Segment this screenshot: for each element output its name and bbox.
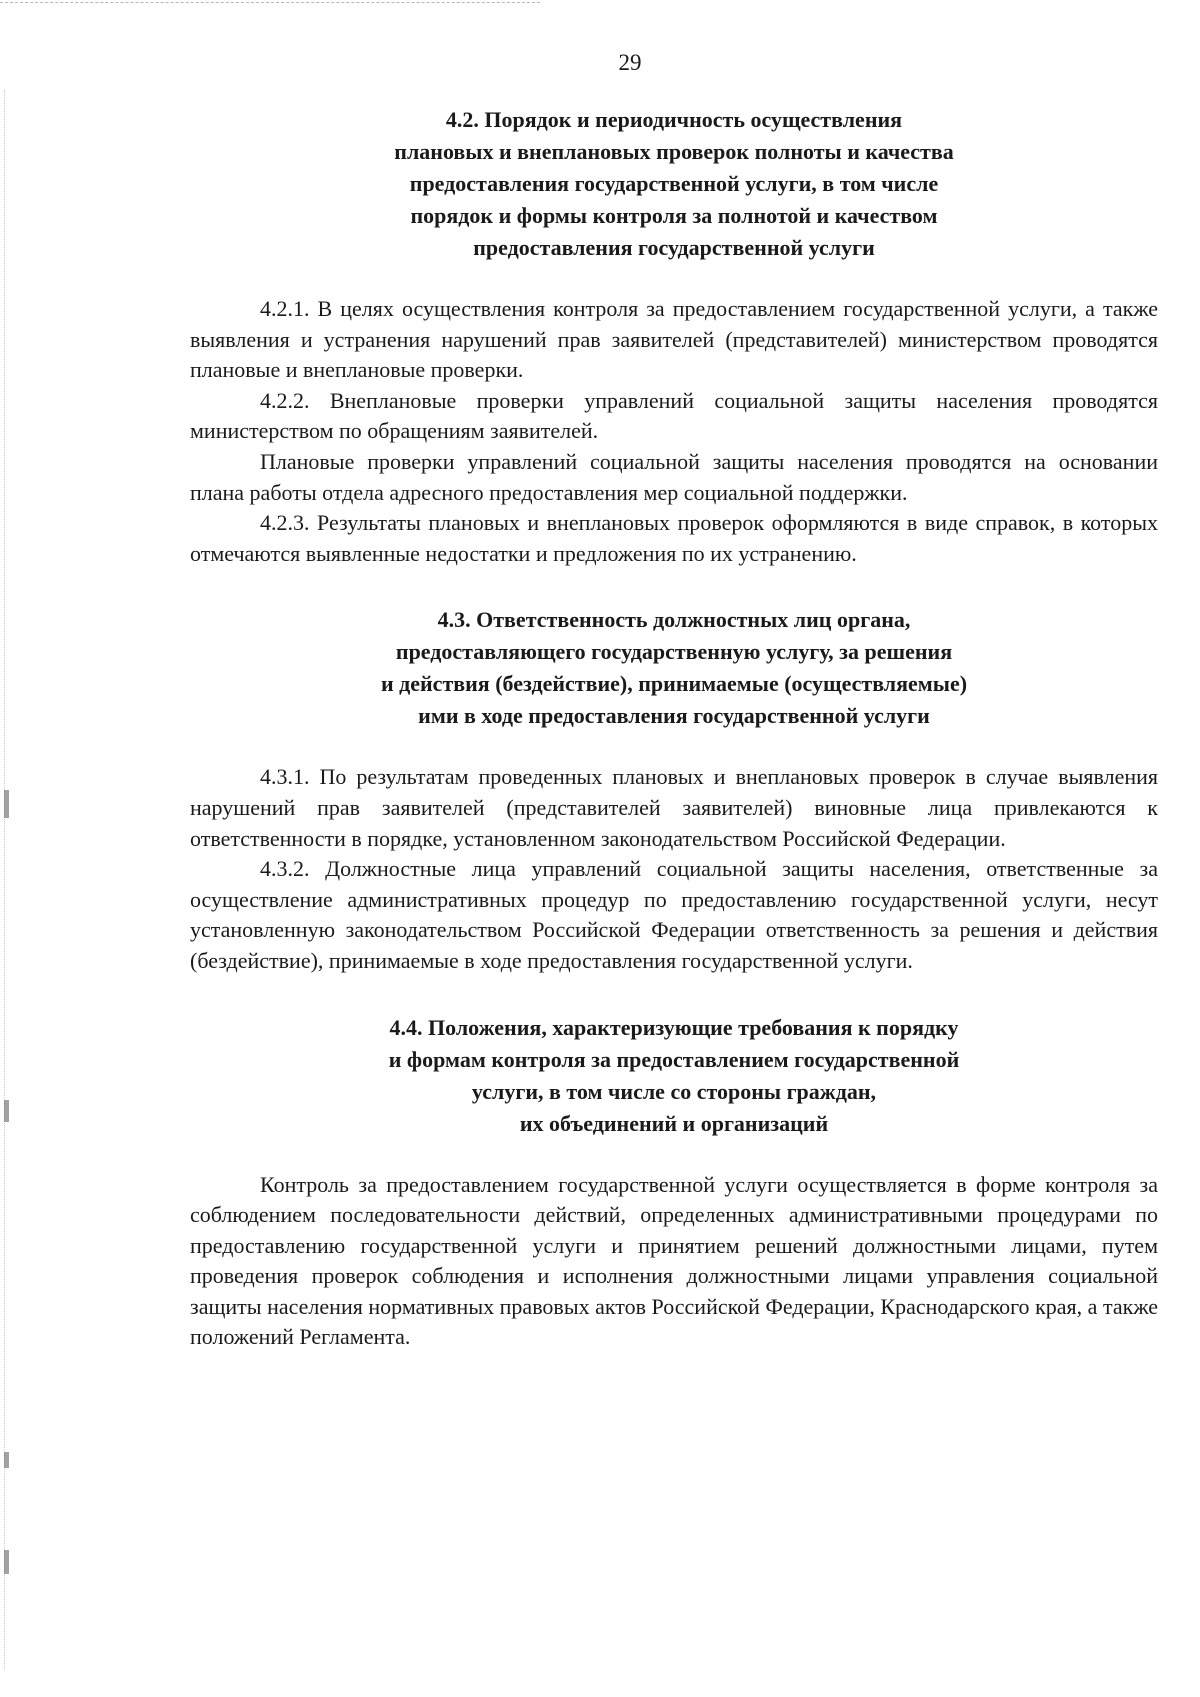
paragraph-4-2-3: 4.2.3. Результаты плановых и внеплановых проверок оформляются в виде справок, в которых отмечаются выявленные недостатки и предложения по их устранению. [190, 510, 1158, 566]
section-title-line: порядок и формы контроля за полнотой и качеством [410, 203, 938, 228]
section-title-4-4 [190, 1012, 1158, 1140]
section-title-line: услуги, в том числе со стороны граждан, [471, 1078, 877, 1104]
paragraph-4-3-1: 4.3.1. По результатам проведенных плановых и внеплановых проверок в случае выявления нарушений прав заявителей (представителей заявителей) виновные лица привлекаются к ответственности в порядке, установленном законодательством Российской Федерации. [190, 764, 1158, 851]
document-body [190, 104, 1158, 1353]
paragraph-planned-checks: Плановые проверки управлений социальной защиты населения проводятся на основании плана работы отдела адресного предоставления мер социальной поддержки. [190, 448, 1158, 505]
section-title-line: предоставления государственной услуги, в том числе [409, 171, 939, 196]
page-number: 29 [618, 50, 642, 75]
scan-artifact-top [0, 2, 540, 3]
section-title-line: 4.3. Ответственность должностных лиц органа, [437, 607, 911, 633]
scan-artifact-mark [4, 1100, 9, 1122]
section-title-line: предоставления государственной услуги [473, 235, 875, 260]
paragraph-4-2-1: 4.2.1. В целях осуществления контроля за предоставлением государственной услуги, а также выявления и устранения нарушений прав заявителей (представителей) министерством проводятся плановые и внеплановые проверки. [190, 296, 1158, 383]
section-title-line: и формам контроля за предоставлением государственной [388, 1046, 960, 1072]
section-title-line: их объединений и организаций [519, 1110, 829, 1136]
section-title-line: и действия (бездействие), принимаемые (осуществляемые) [380, 671, 968, 697]
section-title-line: ими в ходе предоставления государственной услуги [418, 703, 930, 729]
section-title-4-3 [190, 604, 1158, 732]
section-title-line: предоставляющего государственную услугу, за решения [395, 639, 953, 665]
scan-artifact-mark [4, 1452, 9, 1468]
scan-artifact-mark [4, 1550, 9, 1574]
paragraph-4-2-2: 4.2.2. Внеплановые проверки управлений социальной защиты населения проводятся министерством по обращениям заявителей. [190, 387, 1158, 444]
section-title-line: 4.4. Положения, характеризующие требования к порядку [389, 1014, 959, 1040]
scan-artifact-mark [4, 790, 9, 818]
section-title-4-2 [190, 104, 1158, 264]
section-title-line: 4.2. Порядок и периодичность осуществления [445, 107, 903, 132]
section-title-line: плановых и внеплановых проверок полноты и качества [394, 139, 954, 164]
paragraph-4-4-control: Контроль за предоставлением государственной услуги осуществляется в форме контроля за соблюдением последовательности действий, определенных административными процедурами по предоставлению государственной услуги и принятием решений должностными лицами, путем проведения проверок соблюдения и исполнения должностными лицами управления социальной защиты населения нормативных правовых актов Российской Федерации, Краснодарского края, а также положений Регламента. [190, 1171, 1158, 1350]
paragraph-4-3-2: 4.3.2. Должностные лица управлений социальной защиты населения, ответственные за осуществление административных процедур по предоставлению государственной услуги, несут установленную законодательством Российской Федерации ответственность за решения и действия (бездействие), принимаемые в ходе предоставления государственной услуги. [190, 856, 1158, 973]
scan-artifact-left-margin [4, 90, 11, 1670]
